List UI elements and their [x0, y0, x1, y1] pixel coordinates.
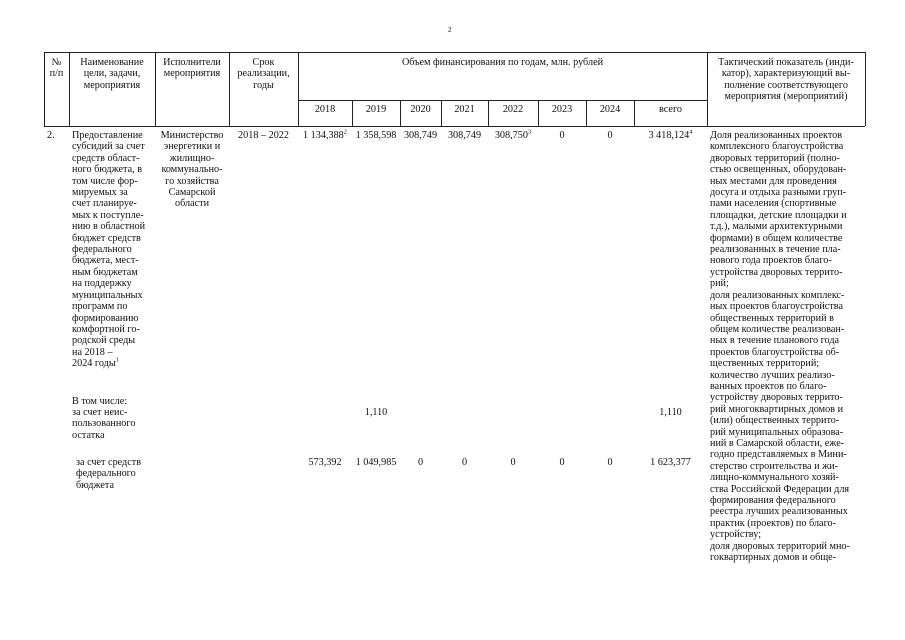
row-name-line: ного бюджета, в [72, 164, 142, 176]
header-year-2024: 2024 [599, 104, 621, 115]
subrow-name-line: бюджета [76, 479, 114, 491]
subrow-name-line: за счет средств [76, 457, 142, 468]
indicator-line: ванных проектов по благо- [710, 380, 827, 392]
row-num: 2. [47, 130, 55, 141]
indicator-line: дворовых территорий (полно- [710, 152, 840, 164]
indicator-line: общественных территорий в [710, 312, 834, 324]
indicator-line: т.д.), малыми архитектурными [710, 221, 843, 233]
value-2018: 1 134,388$^2$ [303, 128, 347, 141]
row-name-line: Предоставление [72, 130, 143, 141]
subrow-unused-name [72, 407, 152, 441]
years-divider [298, 100, 707, 101]
row-name-line: ным бюджетам [72, 266, 138, 278]
value-total: 3 418,124$^4$ [648, 128, 693, 141]
executor-line: области [174, 198, 210, 210]
indicator-line: устройства дворовых террито- [710, 266, 843, 278]
indicator-line: стерство строительства и жи- [710, 460, 838, 472]
subrow-federal-2022: 0 [510, 457, 516, 468]
page-number: 2 [448, 26, 452, 34]
value-2023: 0 [559, 130, 565, 141]
subrow-federal-2019: 1 049,985 [355, 457, 397, 468]
row-name-line: бюджета, мест- [72, 255, 139, 267]
subrow-federal-2018: 573,392 [308, 457, 342, 468]
executor-line: жилищно- [169, 152, 215, 164]
header-num: № п/п [49, 57, 64, 80]
indicator-line: доля дворовых территорий мно- [710, 540, 850, 552]
indicator-line: проектов благоустройства об- [710, 346, 840, 358]
header-bottom-border [44, 126, 865, 127]
indicator-line: комплексного благоустройства [710, 141, 844, 153]
header-indicator: Тактический показатель (инди- катор), характеризующий вы- полнение соответствующего мероприятия (мероприятий) [718, 57, 854, 103]
header-term: Срок реализации, годы [237, 57, 290, 91]
footnote-mark: 3 [527, 128, 532, 136]
subrow-name-line: пользованного [72, 418, 136, 430]
header-year-2021: 2021 [454, 104, 475, 115]
indicator-line: рий многоквартирных домов и [710, 403, 844, 415]
indicator-line: гоквартирных домов и обще- [710, 552, 837, 564]
indicator-line: реестра лучших реализованных [710, 506, 848, 518]
executor-line: коммунально- [161, 164, 223, 176]
row-name-line: средств област- [72, 152, 140, 164]
row-name-line: формированию [72, 312, 139, 324]
row-name-line: на поддержку [72, 278, 132, 290]
subrow-name-line: остатка [72, 429, 105, 441]
row-name-line: программ по [72, 301, 128, 313]
indicator-line: досуга и отдыха разными груп- [710, 187, 847, 199]
row-name-line: муниципальных [72, 289, 143, 301]
header-executors: Исполнители мероприятия [163, 57, 221, 80]
header-name: Наименование цели, задачи, мероприятия [80, 57, 144, 91]
row-name [72, 130, 152, 370]
including-label: В том числе: [72, 396, 128, 407]
indicator-line: устройству; [710, 529, 762, 541]
row-name-line: бюджет средств [72, 232, 141, 244]
indicator-line: формами) в общем количестве [710, 232, 843, 244]
row-name-line: 2024 годы$^1$ [72, 356, 119, 370]
table-top-border [44, 52, 865, 53]
row-name-line: том числе фор- [72, 175, 138, 187]
executor-line: го хозяйства [165, 175, 219, 187]
header-year-2022: 2022 [502, 104, 524, 115]
col-line-6 [865, 52, 866, 126]
executor-line: энергетики и [163, 141, 221, 153]
indicator-line: Доля реализованных проектов [710, 130, 843, 141]
indicator-line: площадки, детские площадки и [710, 209, 847, 221]
indicator-line: нового года проектов благо- [710, 255, 832, 267]
value-2019: 1 358,598 [355, 130, 397, 141]
subrow-unused-2019: 1,110 [364, 407, 388, 418]
indicator-line: общем количестве реализован- [710, 323, 845, 335]
executor-line: Министерство [160, 130, 224, 141]
header-year-2020: 2020 [410, 104, 431, 115]
header-year-2023: 2023 [551, 104, 573, 115]
indicator-text [710, 130, 860, 563]
subrow-unused-total: 1,110 [659, 407, 682, 418]
row-name-line: на 2018 – [72, 346, 113, 358]
subrow-federal-2024: 0 [607, 457, 613, 468]
indicator-line: количество лучших реализо- [710, 369, 835, 381]
indicator-line: доля реализованных комплекс- [710, 289, 845, 301]
subrow-federal-total: 1 623,377 [650, 457, 691, 468]
header-financing: Объем финансирования по годам, млн. рублей [401, 57, 604, 68]
indicator-line: (или) общественных террито- [710, 415, 840, 427]
row-name-line: субсидий за счет [72, 141, 145, 153]
row-name-line: родской среды [72, 335, 136, 347]
subrow-federal-2023: 0 [559, 457, 565, 468]
value-2021: 308,749 [447, 130, 482, 141]
indicator-line: формирования федерального [710, 495, 836, 506]
row-name-line: нию в областной [72, 221, 146, 233]
indicator-line: стью освещенных, оборудован- [710, 164, 847, 176]
indicator-line: рий; [710, 278, 729, 290]
footnote-mark: 4 [689, 128, 693, 136]
indicator-line: ний в Самарской области, еже- [710, 437, 845, 449]
executor-line: Самарской [168, 187, 216, 199]
indicator-line: ства Российской Федерации для [710, 483, 850, 495]
subrow-federal-name [76, 457, 152, 491]
row-name-line: комфортной го- [72, 323, 140, 335]
indicator-line: годно представляемых в Мини- [710, 449, 847, 461]
value-2022: 308,750$^3$ [494, 128, 532, 141]
indicator-line: рий муниципальных образова- [710, 426, 844, 438]
indicator-line: ных местами для проведения [710, 175, 837, 187]
subrow-name-line: федерального [76, 468, 136, 480]
row-name-line: мых к поступле- [72, 209, 144, 221]
row-name-line: счет планируе- [72, 198, 137, 210]
indicator-line: реализованных в течение пла- [710, 244, 841, 256]
indicator-line: лищно-коммунального хозяй- [710, 472, 839, 484]
row-name-line: мируемых за [72, 187, 128, 199]
indicator-line: пами населения (спортивные [710, 198, 837, 210]
footnote-mark: 1 [115, 356, 119, 364]
header-year-2018: 2018 [314, 104, 336, 115]
header-year-2019: 2019 [365, 104, 387, 115]
subrow-federal-2021: 0 [461, 457, 468, 468]
value-2024: 0 [607, 130, 613, 141]
row-name-line: федерального [72, 244, 132, 256]
col-line-5 [707, 52, 708, 126]
row-term: 2018 – 2022 [238, 130, 289, 141]
indicator-line: ных в течение планового года [710, 335, 840, 347]
footnote-mark: 2 [343, 128, 347, 136]
indicator-line: ных проектов благоустройства [710, 301, 843, 313]
subrow-federal-2020: 0 [417, 457, 424, 468]
indicator-line: практик (проектов) по благо- [710, 517, 836, 529]
header-total: всего [659, 104, 682, 115]
indicator-line: устройству дворовых террито- [710, 392, 843, 404]
row-executors [155, 130, 229, 210]
subrow-name-line: за счет неис- [72, 407, 128, 418]
indicator-line: щественных территорий; [710, 358, 820, 370]
value-2020: 308,749 [403, 130, 438, 141]
